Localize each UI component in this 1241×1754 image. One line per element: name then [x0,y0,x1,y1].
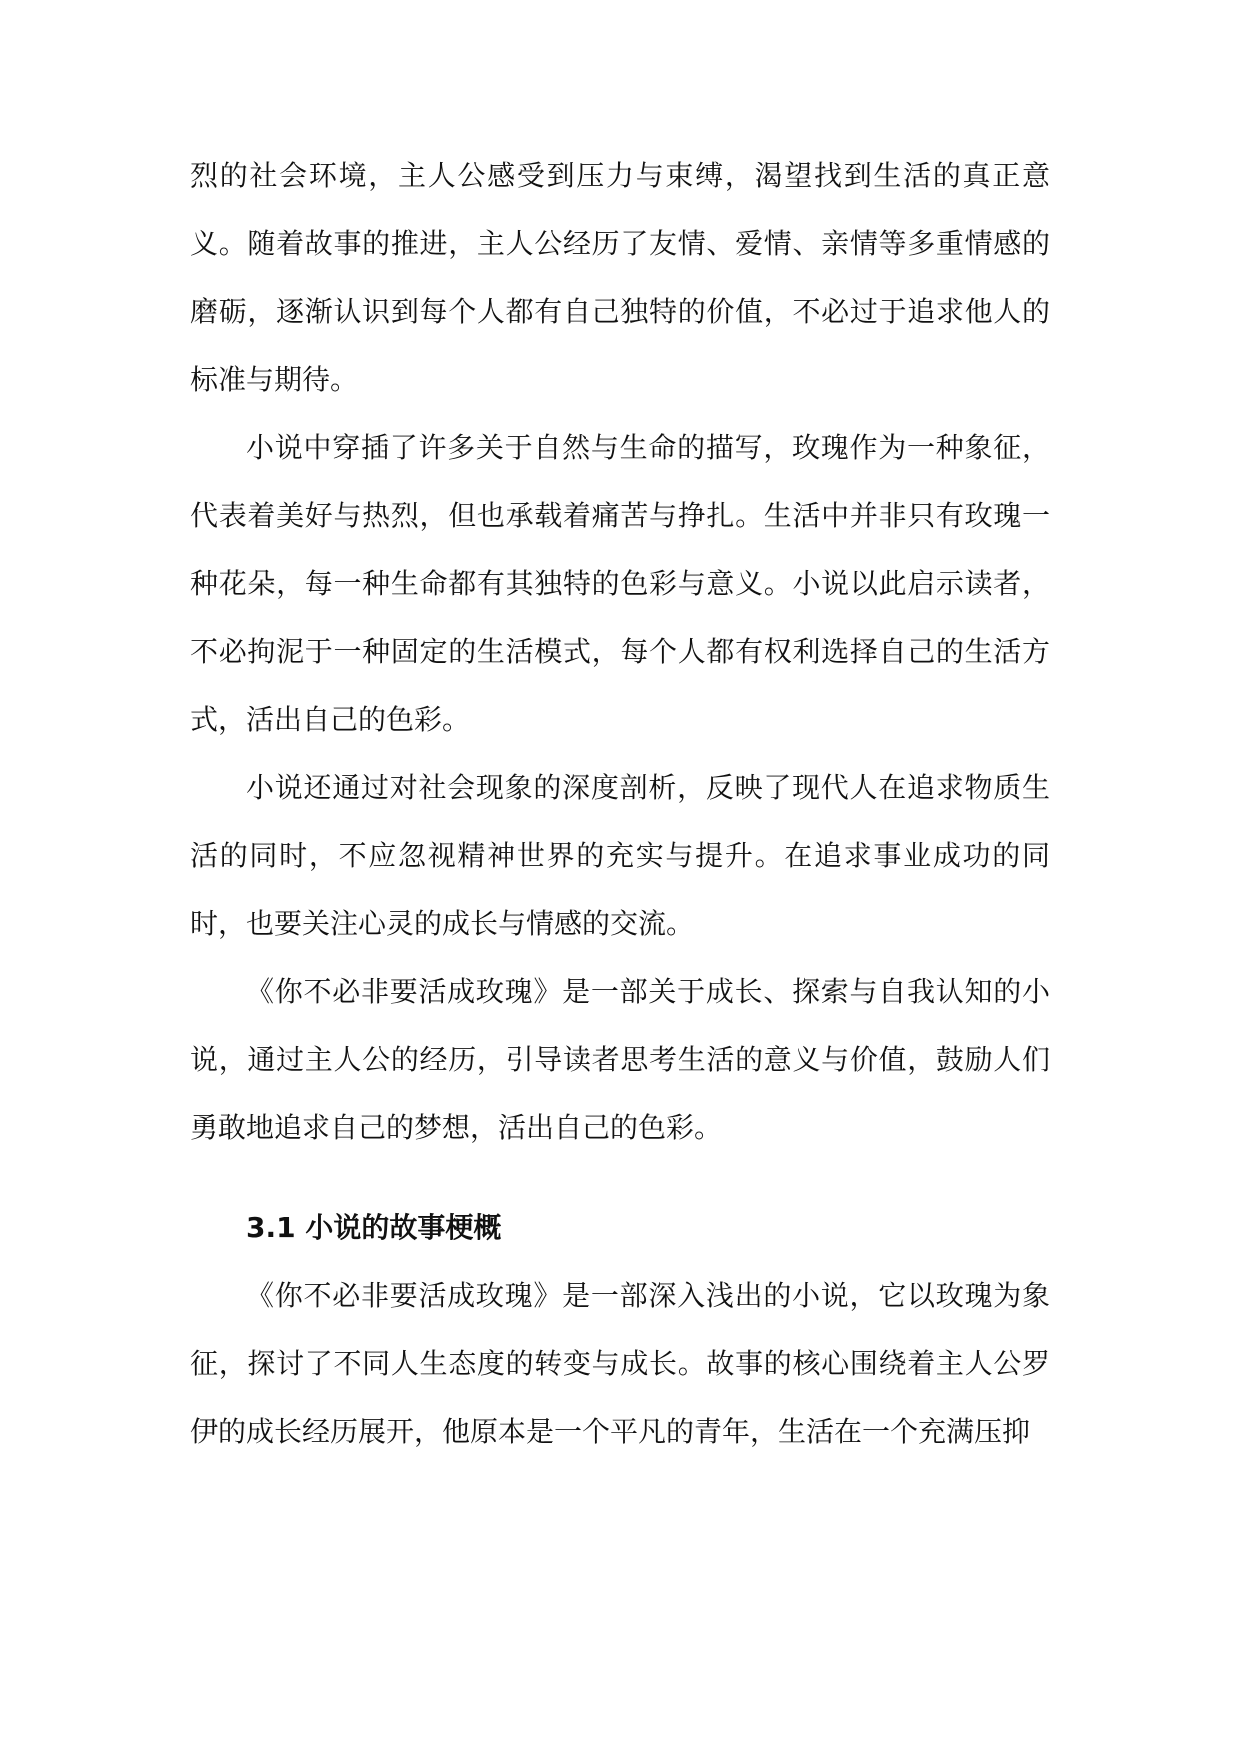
document-body [190,142,1050,1466]
paragraph-rose-symbol: 小说中穿插了许多关于自然与生命的描写，玫瑰作为一种象征，代表着美好与热烈，但也承载着痛苦与挣扎。生活中并非只有玫瑰一种花朵，每一种生命都有其独特的色彩与意义。小说以此启示读者，不必拘泥于一种固定的生活模式，每个人都有权利选择自己的生活方式，活出自己的色彩。 [190,431,1050,736]
paragraph-social-analysis: 小说还通过对社会现象的深度剖析，反映了现代人在追求物质生活的同时，不应忽视精神世界的充实与提升。在追求事业成功的同时，也要关注心灵的成长与情感的交流。 [190,771,1050,940]
section-heading: 3.1 小说的故事梗概 [246,1211,502,1244]
paragraph-summary: 《你不必非要活成玫瑰》是一部关于成长、探索与自我认知的小说，通过主人公的经历，引导读者思考生活的意义与价值，鼓励人们勇敢地追求自己的梦想，活出自己的色彩。 [190,975,1050,1144]
paragraph-story-outline: 《你不必非要活成玫瑰》是一部深入浅出的小说，它以玫瑰为象征，探讨了不同人生态度的转变与成长。故事的核心围绕着主人公罗伊的成长经历展开，他原本是一个平凡的青年，生活在一个充满压抑 [190,1279,1050,1448]
paragraph-continued: 烈的社会环境，主人公感受到压力与束缚，渴望找到生活的真正意义。随着故事的推进，主人公经历了友情、爱情、亲情等多重情感的磨砺，逐渐认识到每个人都有自己独特的价值，不必过于追求他人的标准与期待。 [190,159,1050,396]
